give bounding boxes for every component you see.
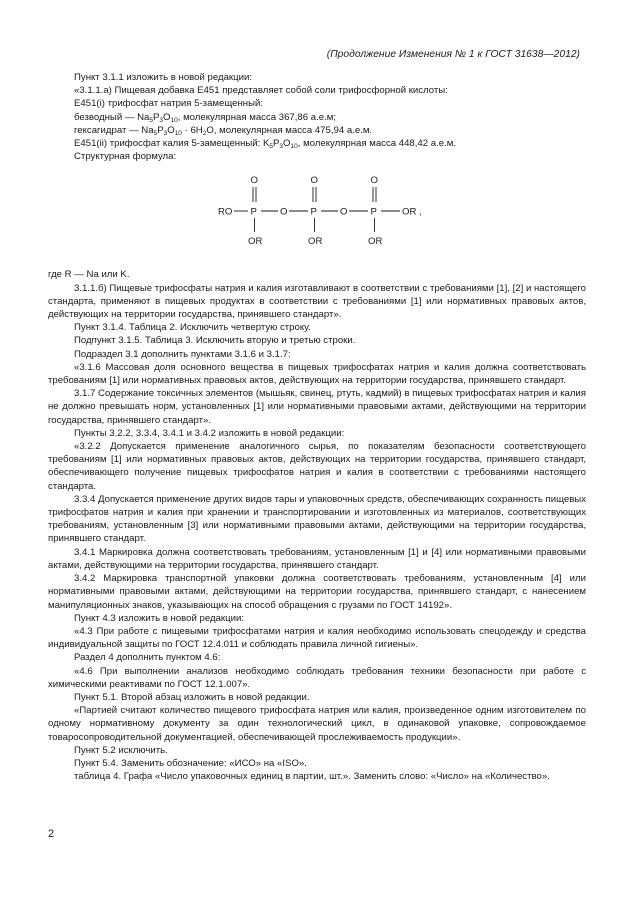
paragraph: Раздел 4 дополнить пунктом 4.6: (74, 652, 221, 664)
paragraph: 3.4.2 Маркировка транспортной упаковки должна соответствовать требованиям, установленным [4] или нормативными правовыми актами, действующими на территории государства, принявшего стандарт, с нанесением манипуляционных знаков, указывающих на способ обращения с грузами по ГОСТ 14192». (48, 573, 586, 611)
o-top-2: O (310, 175, 318, 187)
paragraph: Подпункт 3.1.5. Таблица 3. Исключить вторую и третью строки. (74, 335, 356, 347)
phosphorus-2: P (310, 206, 317, 218)
paragraph: 3.4.1 Маркировка должна соответствовать требованиям, установленным [1] и [4] или нормативными правовыми актами, действующими на территории государства, принявшего стандарт. (48, 546, 586, 571)
paragraph: «3.1.1.а) Пищевая добавка Е451 представляет собой соли трифосфорной кислоты: (74, 85, 448, 97)
paragraph: Структурная формула: (74, 151, 177, 163)
formula-line-anhydrous: безводный — $Na_5P_3O_{10}$, молекулярная масса 367,86 а.е.м; (74, 111, 337, 124)
phosphorus-1: P (250, 206, 257, 218)
or-bottom-3: OR (368, 236, 383, 248)
bridge-oxygen-2: O (340, 206, 348, 218)
paragraph: 3.3.4 Допускается применение других видов тары и упаковочных средств, обеспечивающих сохранность пищевых трифосфатов натрия и калия при хранении и транспортировании и изготовленных из материалов, соответствующих требованиям, установленным [3] или нормативными правовыми актами, действующими на территории государства, принявшего стандарт. (48, 493, 586, 545)
paragraph: Пункт 3.1.4. Таблица 2. Исключить четвертую строку. (74, 322, 311, 334)
document-body (48, 71, 586, 783)
running-header: (Продолжение Изменения № 1 к ГОСТ 31638—2012) (326, 49, 580, 60)
paragraph: Подраздел 3.1 дополнить пунктами 3.1.6 и 3.1.7: (74, 348, 291, 360)
paragraph: Пункт 5.2 исключить. (74, 744, 168, 756)
phosphorus-3: P (370, 206, 377, 218)
o-top-1: O (250, 175, 258, 187)
structural-formula-svg (48, 165, 586, 268)
paragraph: Пункт 4.3 изложить в новой редакции: (74, 612, 244, 624)
ro-left: RO (218, 206, 233, 218)
paragraph: Пункты 3.2.2, 3.3.4, 3.4.1 и 3.4.2 изложить в новой редакции: (74, 427, 345, 439)
paragraph: Пункт 3.1.1 изложить в новой редакции: (74, 72, 252, 83)
structural-formula (48, 165, 586, 268)
o-top-3: O (370, 175, 378, 187)
paragraph: 3.1.1.б) Пищевые трифосфаты натрия и калия изготавливают в соответствии с требованиями [1], [2] и настоящего стандарта, применяют в пищевых продуктах в соответствии с требованиями [1] или нормативных правовых актов, действующих на территории государства, принявшего стандарт». (48, 282, 586, 321)
formula-line-potassium: Е451(ii) трифосфат калия 5-замещенный: $K_5P_3O_{10}$, молекулярная масса 448,42 а.е.м. (74, 138, 457, 151)
paragraph: «3.1.6 Массовая доля основного вещества в пищевых трифосфатах натрия и калия должна соответствовать требованиям [1] или нормативных правовых актов, действующих на территории государства, принявшего стандарт. (48, 361, 586, 387)
or-bottom-2: OR (308, 236, 323, 248)
paragraph: где R — Na или K. (48, 269, 130, 281)
paragraph: таблица 4. Графа «Число упаковочных единиц в партии, шт.». Заменить слово: «Число» на «Количество». (74, 771, 550, 783)
formula-line-hexahydrate: гексагидрат — $Na_5P_3O_{10} \cdot 6H_2O$, молекулярная масса 475,94 а.е.м. (74, 124, 373, 137)
paragraph: «Партией считают количество пищевого трифосфата натрия или калия, произведенное одним изготовителем по одному нормативному документу за один технологический цикл, в одинаковой упаковке, сопровождаемое товаросопроводительной документацией, обеспечивающей прослеживаемость продукции». (48, 705, 586, 743)
bridge-oxygen-1: O (280, 206, 288, 218)
or-bottom-1: OR (248, 236, 263, 248)
paragraph: «4.6 При выполнении анализов необходимо соблюдать требования техники безопасности при работе с химическими реактивами по ГОСТ 12.1.007». (48, 665, 586, 690)
paragraph: 3.1.7 Содержание токсичных элементов (мышьяк, свинец, ртуть, кадмий) в пищевых трифосфатах натрия и калия не должно превышать норм, установленных [1] или нормативными правовыми актами, действующими на территории государства, принявшего стандарт». (48, 388, 586, 426)
paragraph: Е451(i) трифосфат натрия 5-замещенный: (74, 98, 263, 110)
paragraph: «3.2.2 Допускается применение аналогичного сырья, по показателям безопасности соответствующего требованиям [1] или нормативных правовых актов, действующих на территории государства, принявшего стандарт, обеспечивающего получение пищевых трифосфатов натрия и калия в соответствии с требованиями настоящего стандарта. (48, 441, 586, 492)
paragraph: Пункт 5.4. Заменить обозначение: «ИСО» на «ISO». (74, 757, 307, 769)
or-right: OR , (402, 206, 422, 218)
paragraph: Пункт 5.1. Второй абзац изложить в новой редакции. (74, 691, 310, 703)
paragraph: «4.3 При работе с пищевыми трифосфатами натрия и калия необходимо использовать спецодежду и средства индивидуальной защиты по ГОСТ 12.4.011 и соблюдать правила личной гигиены». (48, 625, 586, 651)
page-number: 2 (48, 828, 55, 840)
